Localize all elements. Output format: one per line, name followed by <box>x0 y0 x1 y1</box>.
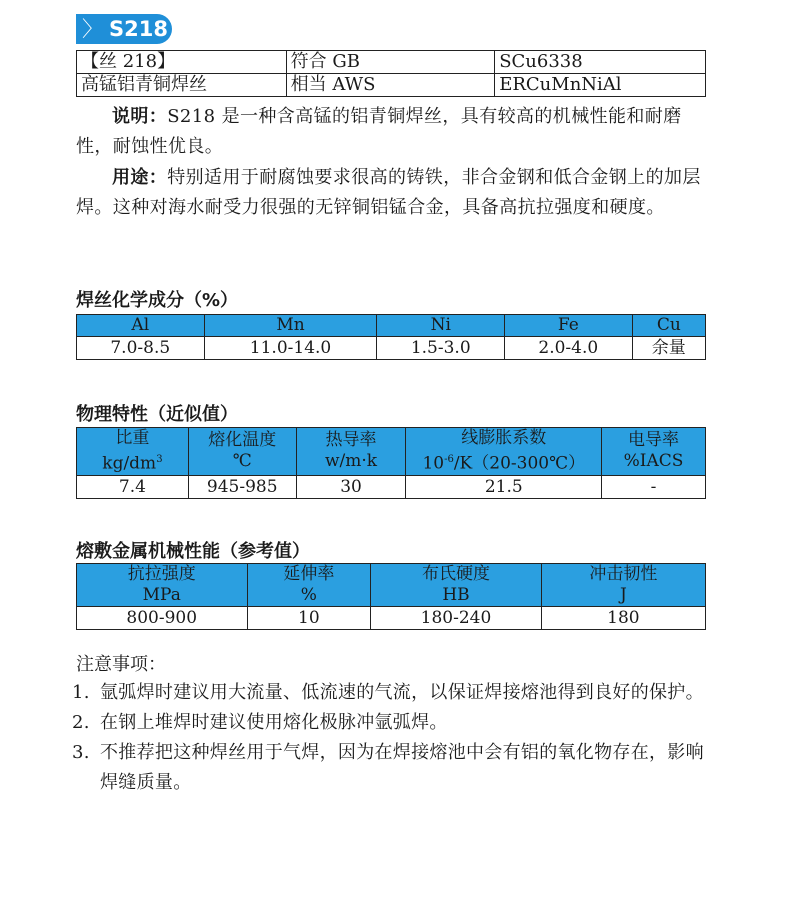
chemistry-table <box>76 314 706 360</box>
physical-properties-table <box>76 427 706 499</box>
table-cell: ERCuMnNiAl <box>495 74 706 97</box>
table-header-row <box>77 315 706 337</box>
table-cell: 【丝 218】 <box>77 51 287 74</box>
usage-label: 用途： <box>112 167 168 188</box>
table-cell: 945-985 <box>188 475 296 498</box>
column-header: Fe <box>505 315 633 337</box>
mechanical-heading: 熔敷金属机械性能（参考值） <box>76 541 310 562</box>
column-header: 比重 $kg/dm^3$ <box>77 428 189 476</box>
description-label: 说明： <box>112 106 168 127</box>
table-row <box>77 475 706 498</box>
usage-text: 特别适用于耐腐蚀要求很高的铸铁，非合金钢和低合金钢上的加层焊。这种对海水耐受力很强的无锌铜铝锰合金，具备高抗拉强度和硬度。 <box>76 167 701 218</box>
table-cell: 180-240 <box>371 607 542 630</box>
physical-heading: 物理特性（近似值） <box>76 404 238 425</box>
table-cell: 7.4 <box>77 475 189 498</box>
table-row <box>77 74 706 97</box>
table-cell: 余量 <box>632 337 705 360</box>
table-cell: 180 <box>541 607 705 630</box>
table-row <box>77 51 706 74</box>
table-cell: 21.5 <box>406 475 602 498</box>
table-cell: 800-900 <box>77 607 248 630</box>
table-header-row <box>77 428 706 476</box>
table-cell: 符合 GB <box>286 51 495 74</box>
table-cell: 11.0-14.0 <box>204 337 377 360</box>
table-cell: 2.0-4.0 <box>505 337 633 360</box>
table-row <box>77 337 706 360</box>
notes-list <box>72 678 712 798</box>
column-header: 布氏硬度 HB <box>371 564 542 607</box>
table-header-row <box>77 564 706 607</box>
product-code: S218 <box>109 17 168 41</box>
mechanical-properties-table <box>76 563 706 630</box>
column-header: 线膨胀系数 $10^{-6}/K(20-300℃)$ <box>406 428 602 476</box>
table-cell: 相当 AWS <box>286 74 495 97</box>
list-item: 2. 在钢上堆焊时建议使用熔化极脉冲氩弧焊。 <box>72 712 448 733</box>
chevron-right-icon: 〉 <box>82 17 103 41</box>
identification-table <box>76 50 706 97</box>
table-cell: 7.0-8.5 <box>77 337 205 360</box>
column-header: Cu <box>632 315 705 337</box>
column-header: Al <box>77 315 205 337</box>
column-header: 热导率 w/m·k <box>296 428 406 476</box>
table-cell: 1.5-3.0 <box>377 337 505 360</box>
list-item: 3. 不推荐把这种焊丝用于气焊，因为在焊接熔池中会有铝的氧化物存在，影响焊缝质量。 <box>72 742 704 793</box>
column-header: 抗拉强度 MPa <box>77 564 248 607</box>
table-cell: 高锰铝青铜焊丝 <box>77 74 287 97</box>
notes-title: 注意事项： <box>76 654 166 675</box>
table-cell: SCu6338 <box>495 51 706 74</box>
product-title-tab <box>76 14 172 44</box>
description-paragraph <box>76 102 708 162</box>
chemistry-heading: 焊丝化学成分（%） <box>76 290 239 311</box>
column-header: 延伸率 % <box>247 564 371 607</box>
description-text: S218 是一种含高锰的铝青铜焊丝，具有较高的机械性能和耐磨性，耐蚀性优良。 <box>76 106 682 157</box>
column-header: 电导率 %IACS <box>602 428 706 476</box>
table-cell: 30 <box>296 475 406 498</box>
table-cell: 10 <box>247 607 371 630</box>
column-header: 冲击韧性 J <box>541 564 705 607</box>
usage-paragraph <box>76 163 708 223</box>
table-row <box>77 607 706 630</box>
column-header: 熔化温度 ℃ <box>188 428 296 476</box>
list-item: 1. 氩弧焊时建议用大流量、低流速的气流，以保证焊接熔池得到良好的保护。 <box>72 682 704 703</box>
column-header: Ni <box>377 315 505 337</box>
column-header: Mn <box>204 315 377 337</box>
table-cell: - <box>602 475 706 498</box>
